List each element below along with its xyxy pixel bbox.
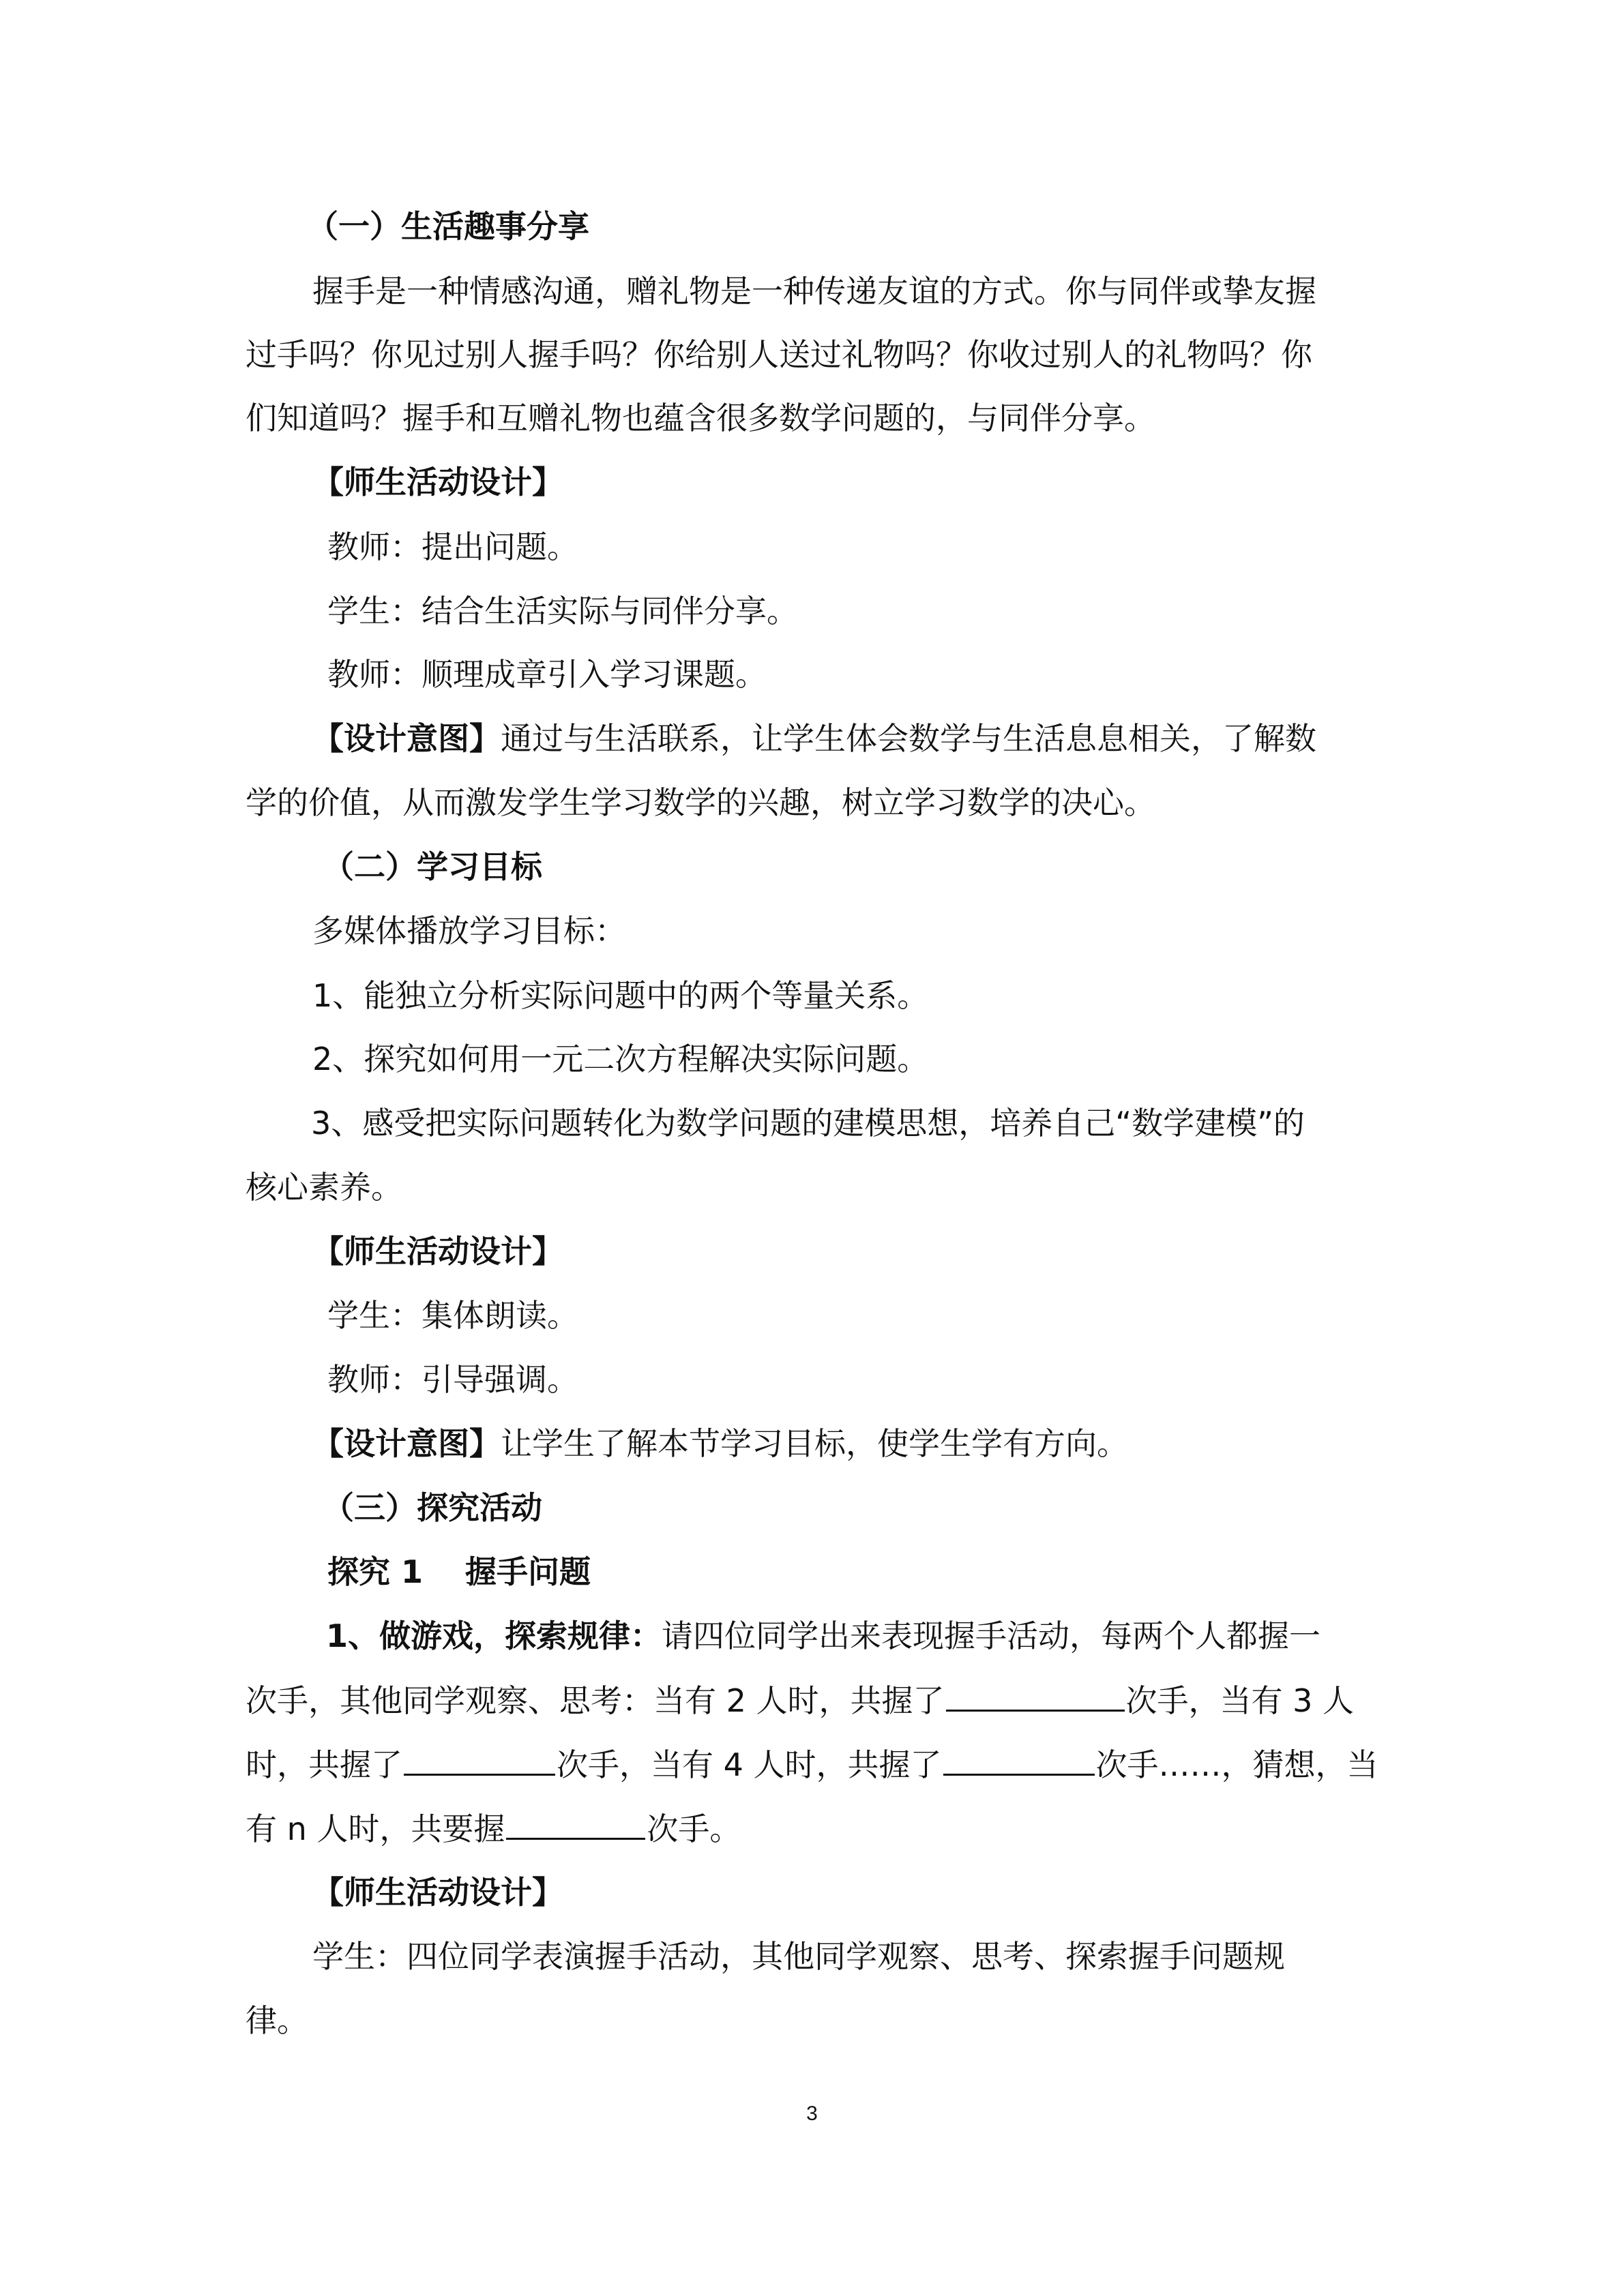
activity-line: 学生：四位同学表演握手活动，其他同学观察、思考、探索握手问题规	[312, 1938, 1285, 1975]
activity-line: 学生：集体朗读。	[327, 1297, 578, 1334]
intent-line	[312, 1423, 1128, 1464]
section-heading-1: （一）生活趣事分享	[307, 208, 589, 245]
answer-blank[interactable]	[946, 1680, 1125, 1712]
paragraph-line: 们知道吗？握手和互赠礼物也蕴含很多数学问题的，与同伴分享。	[246, 400, 1155, 436]
intent-text: 通过与生活联系，让学生体会数学与生活息息相关，了解数	[501, 720, 1316, 757]
game-text: 有 n 人时，共要握	[246, 1810, 505, 1847]
section-heading-3: （三）探究活动	[323, 1489, 542, 1526]
game-text: 次手……，猜想，当	[1095, 1746, 1378, 1783]
intent-line: 学的价值，从而激发学生学习数学的兴趣，树立学习数学的决心。	[246, 784, 1155, 821]
game-line	[326, 1615, 1320, 1656]
activity-line: 教师：顺理成章引入学习课题。	[327, 656, 767, 693]
intent-label: 【设计意图】	[312, 1425, 501, 1462]
answer-blank[interactable]	[943, 1744, 1095, 1776]
intent-text: 让学生了解本节学习目标，使学生学有方向。	[501, 1425, 1128, 1462]
design-label: 【师生活动设计】	[312, 1874, 563, 1911]
game-line	[246, 1680, 1354, 1721]
activity-line: 教师：引导强调。	[327, 1361, 578, 1398]
design-label: 【师生活动设计】	[312, 1233, 563, 1270]
section-heading-2: （二）学习目标	[323, 848, 542, 885]
intent-line	[312, 718, 1316, 759]
game-text: 次手，其他同学观察、思考：当有 2 人时，共握了	[246, 1682, 945, 1719]
goal-item: 2、探究如何用一元二次方程解决实际问题。	[312, 1041, 929, 1077]
paragraph-line: 过手吗？你见过别人握手吗？你给别人送过礼物吗？你收过别人的礼物吗？你	[246, 336, 1312, 373]
game-line	[246, 1744, 1378, 1785]
game-line	[246, 1808, 741, 1849]
game-text: 次手，当有 4 人时，共握了	[557, 1746, 942, 1783]
page-number: 3	[806, 2102, 818, 2125]
game-text: 时，共握了	[246, 1746, 402, 1783]
game-text: 请四位同学出来表现握手活动，每两个人都握一	[662, 1617, 1321, 1654]
sub-heading: 探究 1 握手问题	[327, 1553, 591, 1590]
answer-blank[interactable]	[506, 1808, 645, 1840]
activity-line: 教师：提出问题。	[327, 528, 578, 565]
intent-label: 【设计意图】	[312, 720, 501, 757]
game-text: 次手，当有 3 人	[1125, 1682, 1355, 1719]
game-text: 次手。	[647, 1810, 741, 1847]
paragraph-line: 握手是一种情感沟通，赠礼物是一种传递友谊的方式。你与同伴或挚友握	[312, 273, 1316, 310]
design-label: 【师生活动设计】	[312, 464, 563, 501]
game-label: 1、做游戏，探索规律：	[326, 1617, 662, 1654]
activity-line: 律。	[246, 2002, 308, 2039]
answer-blank[interactable]	[404, 1744, 555, 1776]
paragraph-line: 多媒体播放学习目标：	[312, 912, 626, 949]
goal-item: 1、能独立分析实际问题中的两个等量关系。	[312, 977, 929, 1014]
goal-item: 3、感受把实际问题转化为数学问题的建模思想，培养自己“数学建模”的	[311, 1105, 1305, 1142]
goal-item: 核心素养。	[246, 1169, 402, 1206]
activity-line: 学生：结合生活实际与同伴分享。	[327, 593, 798, 629]
